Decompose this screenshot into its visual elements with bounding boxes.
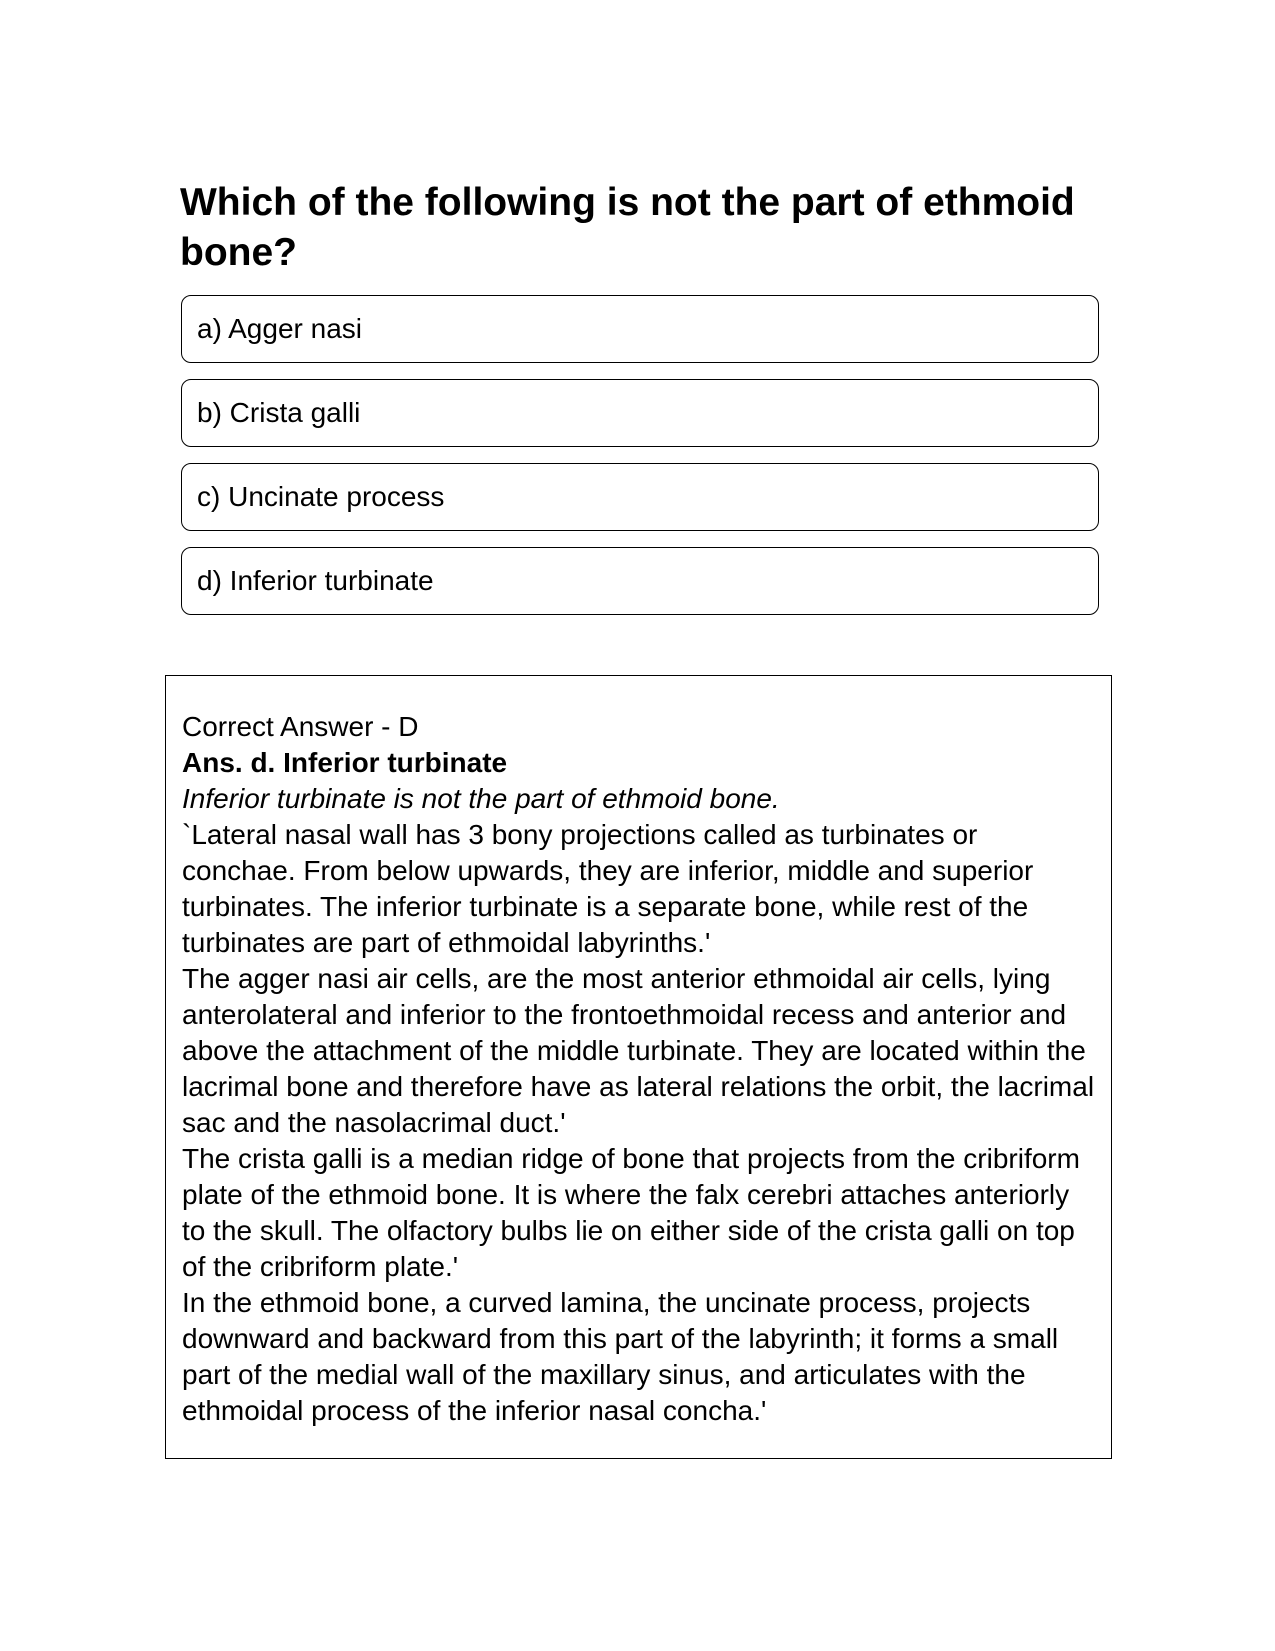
explanation-paragraph-uncinate-process: In the ethmoid bone, a curved lamina, the uncinate process, projects downward and backward from this part of the labyrinth; it forms a small part of the medial wall of the maxillary sinus, and articulates with the ethmoidal process of the inferior nasal concha.' — [182, 1287, 1059, 1426]
correct-answer-line: Correct Answer - D — [182, 711, 419, 742]
answer-statement: Inferior turbinate is not the part of ethmoid bone. — [182, 783, 780, 814]
explanation-paragraph-agger-nasi: The agger nasi air cells, are the most anterior ethmoidal air cells, lying anterolateral and inferior to the frontoethmoidal recess and anterior and above the attachment of the middle turbinate. They are located within the lacrimal bone and therefore have as lateral relations the orbit, the lacrimal sac and the nasolacrimal duct.' — [182, 963, 1095, 1138]
option-c[interactable]: c) Uncinate process — [181, 463, 1099, 531]
option-b[interactable]: b) Crista galli — [181, 379, 1099, 447]
answer-heading: Ans. d. Inferior turbinate — [182, 747, 508, 778]
options-list — [181, 295, 1099, 631]
explanation-paragraph-crista-galli: The crista galli is a median ridge of bone that projects from the cribriform plate of the ethmoid bone. It is where the falx cerebri attaches anteriorly to the skull. The olfactory bulbs lie on either side of the crista galli on top of the cribriform plate.' — [182, 1143, 1080, 1282]
option-d[interactable]: d) Inferior turbinate — [181, 547, 1099, 615]
question-title: Which of the following is not the part of ethmoid bone? — [180, 181, 1075, 274]
answer-explanation-box — [165, 675, 1112, 1459]
explanation-paragraph-turbinates: `Lateral nasal wall has 3 bony projections called as turbinates or conchae. From below upwards, they are inferior, middle and superior turbinates. The inferior turbinate is a separate bone, while rest of the turbinates are part of ethmoidal labyrinths.' — [182, 819, 1034, 958]
option-a[interactable]: a) Agger nasi — [181, 295, 1099, 363]
